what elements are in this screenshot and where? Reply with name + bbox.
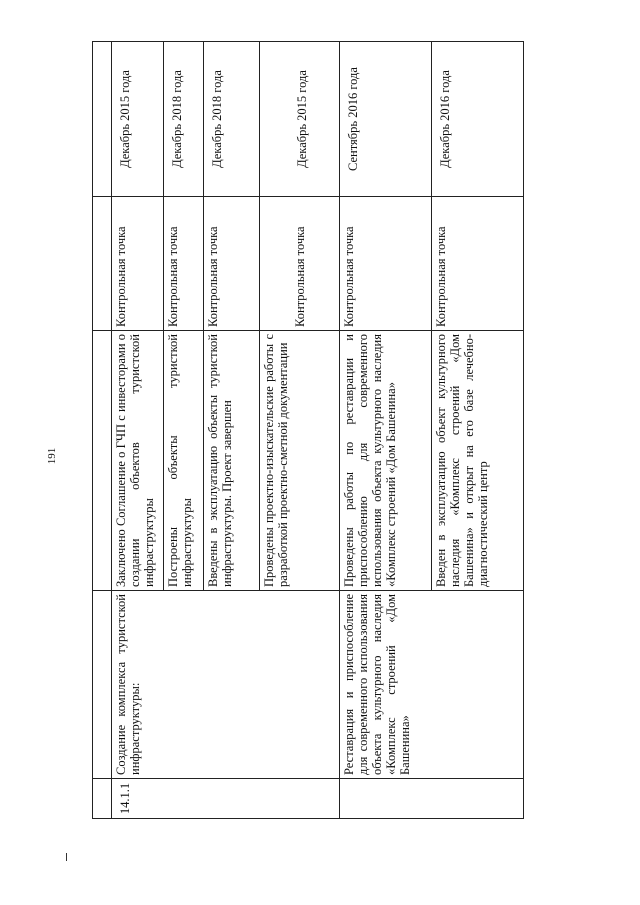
event-date: Декабрь 2018 года	[204, 42, 260, 197]
row-number: 14.1.1	[112, 779, 340, 819]
event-date: Декабрь 2018 года	[164, 42, 204, 197]
cell-blank	[93, 42, 112, 197]
event-text: Построены объекты туристкой инфраструктуры	[164, 331, 204, 591]
cell-blank	[93, 591, 112, 779]
table-row-header-blank	[93, 42, 112, 819]
table-row	[112, 42, 164, 819]
margin-mark	[66, 853, 67, 861]
rotated-table-wrapper	[92, 42, 516, 819]
row-number-empty	[340, 779, 524, 819]
event-date: Декабрь 2015 года	[260, 42, 340, 197]
table-row	[340, 42, 432, 819]
event-type: Контрольная точка	[112, 197, 164, 331]
subsection-title: Реставрация и приспособление для современного использования объекта культурного наследия «Комплекс строений «Дом Башенина»	[340, 591, 524, 779]
event-date: Декабрь 2016 года	[432, 42, 524, 197]
event-type: Контрольная точка	[260, 197, 340, 331]
event-text: Проведены проектно-изыскательские работы с разработкой проектно-сметной документации	[260, 331, 340, 591]
event-type: Контрольная точка	[164, 197, 204, 331]
cell-blank	[93, 779, 112, 819]
event-text: Введен в эксплуатацию объект культурного наследия «Комплекс строений «Дом Башенина» и открыт на его базе лечебно-диагностический центр	[432, 331, 524, 591]
page-number: 191	[46, 447, 58, 465]
table-container	[92, 42, 640, 815]
event-type: Контрольная точка	[204, 197, 260, 331]
plan-table	[92, 41, 524, 819]
event-text: Введены в эксплуатацию объекты туристкой инфраструктуры. Проект завершен	[204, 331, 260, 591]
event-type: Контрольная точка	[432, 197, 524, 331]
event-date: Сентябрь 2016 года	[340, 42, 432, 197]
event-text: Проведены работы по реставрации и приспособлению для современного использования объекта культурного наследия «Комплекс строений «Дом Башенина»	[340, 331, 432, 591]
event-type: Контрольная точка	[340, 197, 432, 331]
event-date: Декабрь 2015 года	[112, 42, 164, 197]
cell-blank	[93, 197, 112, 331]
section-title: Создание комплекса туристской инфраструктуры:	[112, 591, 340, 779]
cell-blank	[93, 331, 112, 591]
event-text: Заключено Соглашение о ГЧП с инвесторами о создании объектов туристской инфраструктуры	[112, 331, 164, 591]
